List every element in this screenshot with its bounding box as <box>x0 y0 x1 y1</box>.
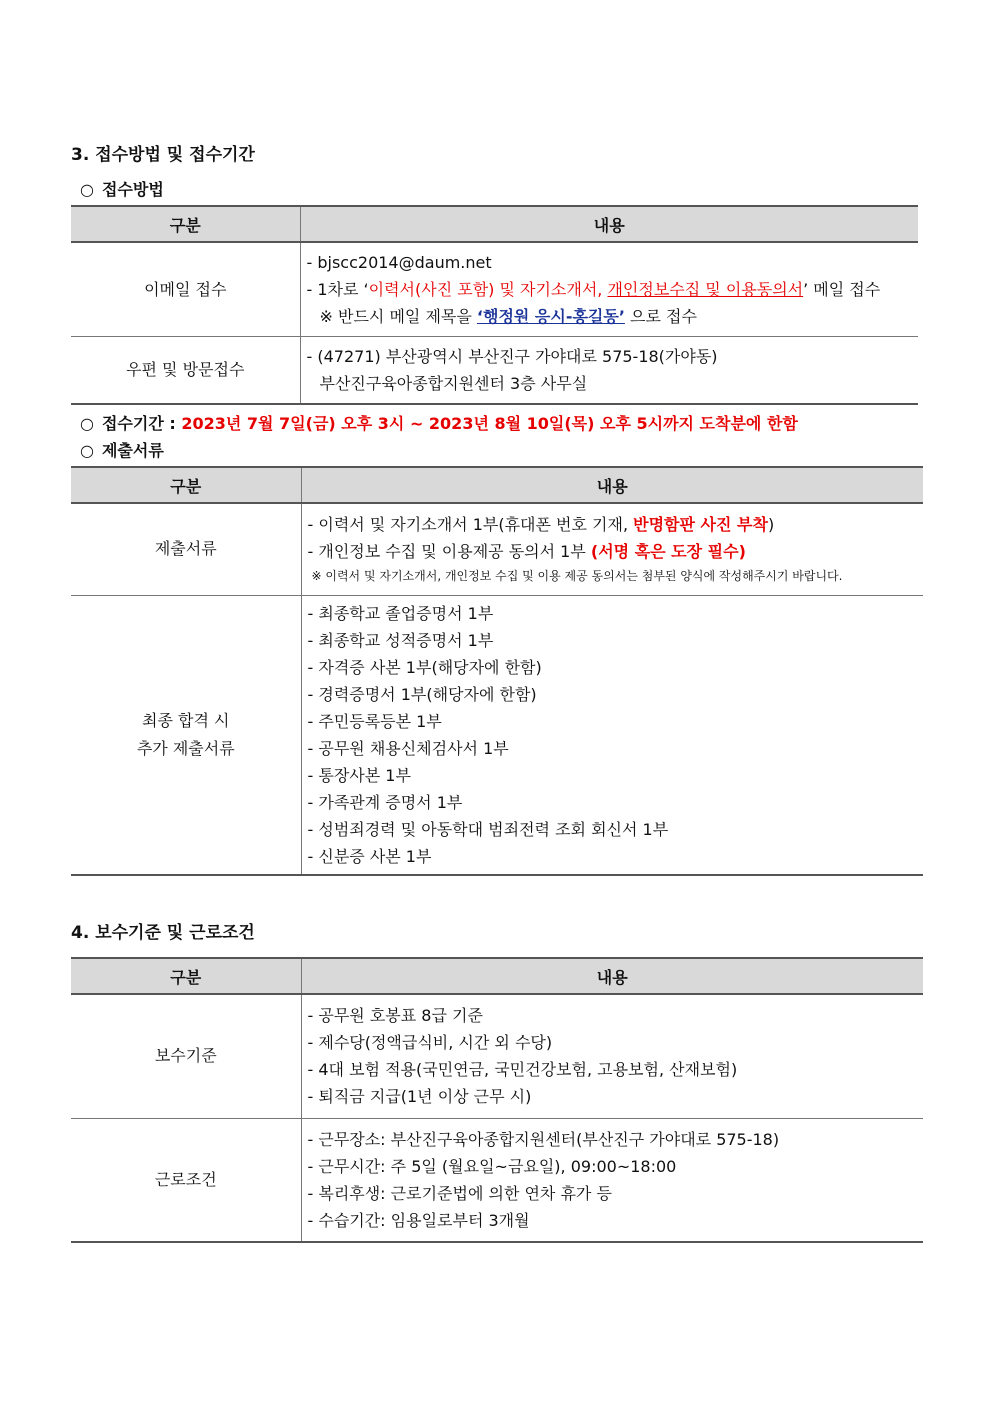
pay-item: - 공무원 호봉표 8급 기준 <box>307 1006 483 1026</box>
post-address-line-2: 부산진구육아종합지원센터 3층 사무실 <box>319 374 588 393</box>
method-heading-label: 접수방법 <box>101 180 164 199</box>
docs-content <box>301 503 923 595</box>
docs-heading <box>80 438 164 461</box>
email-line-2: - 1차로 ‘이력서(사진 포함) 및 자기소개서, 개인정보수집 및 이용동의서’ 메일 접수 <box>306 280 881 299</box>
post-reception-label: 우편 및 방문접수 <box>71 337 300 405</box>
email-reception-label: 이메일 접수 <box>71 242 300 337</box>
docs-label: 제출서류 <box>71 503 301 595</box>
pay-item: - 제수당(정액급식비, 시간 외 수당) <box>307 1033 553 1053</box>
final-docs-label-2: 추가 제출서류 <box>136 738 235 758</box>
circle-bullet-icon: ○ <box>80 441 94 460</box>
work-item: - 수습기간: 임용일로부터 3개월 <box>307 1210 530 1230</box>
table1-header-content: 내용 <box>300 206 918 242</box>
table1-header-category: 구분 <box>71 206 300 242</box>
final-docs-content <box>301 595 923 875</box>
table3-header-content: 내용 <box>301 958 923 994</box>
final-doc-item: - 최종학교 졸업증명서 1부 <box>307 603 494 623</box>
pay-conditions-table <box>71 957 923 1243</box>
final-doc-item: - 신분증 사본 1부 <box>307 846 432 866</box>
final-doc-item: - 경력증명서 1부(해당자에 한함) <box>307 684 537 704</box>
table2-header-category: 구분 <box>71 467 301 503</box>
email-address: - bjscc2014@daum.net <box>306 253 492 272</box>
final-doc-item: - 통장사본 1부 <box>307 765 411 785</box>
reception-period <box>80 411 798 434</box>
email-line-3: ※ 반드시 메일 제목을 ‘행정원 응시-홍길동’ 으로 접수 <box>319 307 697 326</box>
docs-line-1: - 이력서 및 자기소개서 1부(휴대폰 번호 기재, 반명함판 사진 부착) <box>307 515 775 535</box>
post-reception-content <box>300 337 918 405</box>
work-content <box>301 1118 923 1242</box>
circle-bullet-icon: ○ <box>80 414 94 433</box>
work-item: - 복리후생: 근로기준법에 의한 연차 휴가 등 <box>307 1183 612 1203</box>
email-reception-content <box>300 242 918 337</box>
final-docs-label <box>71 595 301 875</box>
section-4-title: 4. 보수기준 및 근로조건 <box>71 923 255 943</box>
final-doc-item: - 가족관계 증명서 1부 <box>307 792 463 812</box>
table2-header-content: 내용 <box>301 467 923 503</box>
final-doc-item: - 성범죄경력 및 아동학대 범죄전력 조회 회신서 1부 <box>307 819 669 839</box>
work-label: 근로조건 <box>71 1118 301 1242</box>
final-doc-item: - 자격증 사본 1부(해당자에 한함) <box>307 657 542 677</box>
reception-period-value: 2023년 7월 7일(금) 오후 3시 ~ 2023년 8월 10일(목) 오후 5시까지 도착분에 한함 <box>181 414 798 433</box>
work-item: - 근무장소: 부산진구육아종합지원센터(부산진구 가야대로 575-18) <box>307 1129 780 1149</box>
final-doc-item: - 최종학교 성적증명서 1부 <box>307 630 494 650</box>
pay-content <box>301 994 923 1118</box>
post-address-line-1: - (47271) 부산광역시 부산진구 가야대로 575-18(가야동) <box>306 347 718 366</box>
docs-note: ※ 이력서 및 자기소개서, 개인정보 수집 및 이용 제공 동의서는 첨부된 양식에 작성해주시기 바랍니다. <box>311 569 843 584</box>
work-item: - 근무시간: 주 5일 (월요일~금요일), 09:00~18:00 <box>307 1156 677 1176</box>
reception-method-table <box>71 205 918 405</box>
circle-bullet-icon: ○ <box>80 180 94 199</box>
pay-item: - 4대 보험 적용(국민연금, 국민건강보험, 고용보험, 산재보험) <box>307 1060 738 1080</box>
docs-heading-label: 제출서류 <box>101 441 164 460</box>
pay-label: 보수기준 <box>71 994 301 1118</box>
docs-line-2: - 개인정보 수집 및 이용제공 동의서 1부 (서명 혹은 도장 필수) <box>307 542 746 562</box>
section-3-title: 3. 접수방법 및 접수기간 <box>71 145 255 165</box>
final-docs-label-1: 최종 합격 시 <box>142 710 230 730</box>
table3-header-category: 구분 <box>71 958 301 994</box>
final-doc-item: - 주민등록등본 1부 <box>307 711 442 731</box>
pay-item: - 퇴직금 지급(1년 이상 근무 시) <box>307 1087 532 1107</box>
final-doc-item: - 공무원 채용신체검사서 1부 <box>307 738 509 758</box>
reception-period-label: 접수기간 : <box>101 414 182 433</box>
method-heading <box>80 177 164 200</box>
documents-table <box>71 466 923 876</box>
